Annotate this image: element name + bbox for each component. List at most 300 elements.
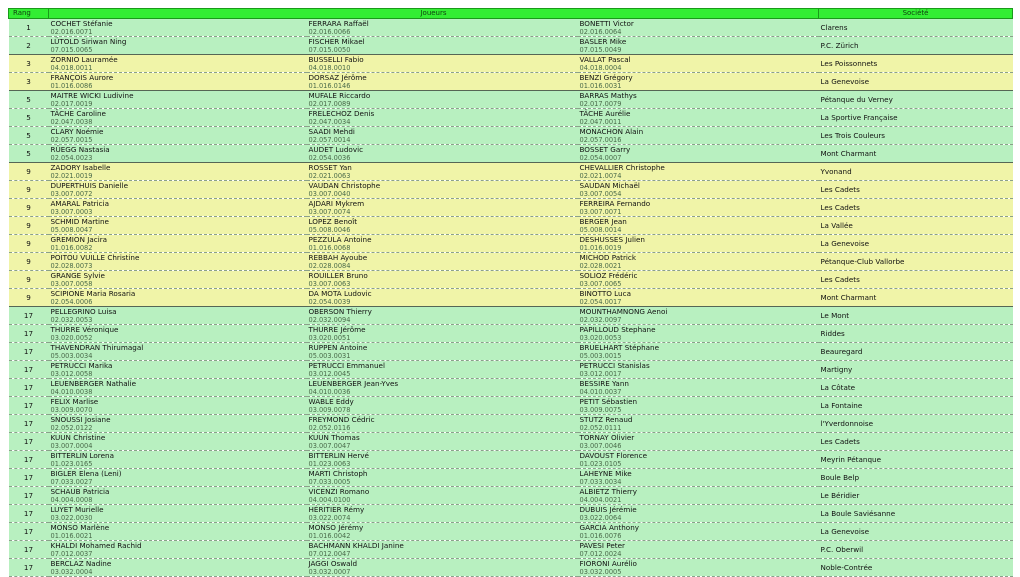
player-name: MAITRE WICKI Ludivine [50,91,134,100]
license-number: 02.052.0111 [579,424,622,432]
player-cell [307,451,578,469]
player-name: RUPPEN Antoine [308,343,368,352]
rank-cell: 5 [9,145,49,163]
player-name: BARRAS Mathys [579,91,637,100]
table-row [9,361,1013,379]
rank-cell: 17 [9,505,49,523]
license-number: 02.016.0066 [308,28,351,36]
license-number: 01.016.0019 [579,244,622,252]
player-cell [307,109,578,127]
license-number: 03.022.0074 [308,514,351,522]
player-cell [49,235,307,253]
rank-cell: 9 [9,181,49,199]
player-cell [307,199,578,217]
license-number: 02.021.0074 [579,172,622,180]
player-cell [49,91,307,109]
player-name: DAVOUST Florence [579,451,647,460]
player-cell [578,397,819,415]
player-name: CHEVALLIER Christophe [579,163,665,172]
player-name: FISCHER Mikael [308,37,365,46]
club-cell: Mont Charmant [819,289,1013,307]
license-number: 02.017.0089 [308,100,351,108]
player-name: BITTERLIN Hervé [308,451,369,460]
player-name: BUSSELLI Fabio [308,55,364,64]
license-number: 03.007.0074 [308,208,351,216]
player-name: COCHET Stéfanie [50,19,113,28]
license-number: 01.016.0042 [308,532,351,540]
rank-cell: 17 [9,415,49,433]
player-cell [307,91,578,109]
player-name: AMARAL Patricia [50,199,109,208]
license-number: 04.004.0008 [50,496,93,504]
player-name: PAVESI Peter [579,541,625,550]
player-cell [307,487,578,505]
license-number: 02.054.0006 [50,298,93,306]
player-name: FELIX Marlise [50,397,99,406]
license-number: 03.020.0052 [50,334,93,342]
license-number: 02.028.0021 [579,262,622,270]
player-name: GARCIA Anthony [579,523,640,532]
player-name: BASLER Mike [579,37,627,46]
results-table [8,8,1013,577]
player-name: JAGGI Oswald [308,559,358,568]
player-name: BESSIRE Yann [579,379,629,388]
license-number: 03.007.0063 [308,280,351,288]
table-row [9,181,1013,199]
table-row [9,55,1013,73]
club-cell: La Sportive Française [819,109,1013,127]
club-cell: La Boule Saviésanne [819,505,1013,523]
license-number: 03.032.0007 [308,568,351,576]
player-cell [578,505,819,523]
license-number: 04.018.0010 [308,64,351,72]
player-cell [49,523,307,541]
player-cell [49,253,307,271]
rank-cell: 9 [9,217,49,235]
player-name: THURRE Jérôme [308,325,366,334]
player-cell [578,379,819,397]
player-cell [49,361,307,379]
rank-cell: 17 [9,307,49,325]
club-cell: La Côtate [819,379,1013,397]
rank-cell: 9 [9,253,49,271]
license-number: 03.007.0040 [308,190,351,198]
license-number: 07.015.0050 [308,46,351,54]
club-cell: Les Cadets [819,433,1013,451]
player-name: PAPILLOUD Stephane [579,325,656,334]
license-number: 04.004.0021 [579,496,622,504]
player-cell [578,73,819,91]
table-row [9,235,1013,253]
player-cell [578,307,819,325]
player-cell [307,235,578,253]
player-cell [307,253,578,271]
header-rang: Rang [9,9,49,19]
club-cell: Martigny [819,361,1013,379]
player-name: KUUN Thomas [308,433,360,442]
player-name: MOUNTHAMNONG Aenoi [579,307,668,316]
rank-cell: 17 [9,343,49,361]
player-cell [578,343,819,361]
club-cell: Les Cadets [819,199,1013,217]
license-number: 03.007.0054 [579,190,622,198]
player-cell [578,217,819,235]
license-number: 07.012.0024 [579,550,622,558]
license-number: 01.023.0063 [308,460,351,468]
license-number: 07.015.0049 [579,46,622,54]
license-number: 03.009.0075 [579,406,622,414]
player-name: FRELECHOZ Denis [308,109,375,118]
player-name: HÉRITIER Rémy [308,505,365,514]
player-cell [49,217,307,235]
rank-cell: 9 [9,163,49,181]
player-cell [49,109,307,127]
player-cell [49,325,307,343]
license-number: 05.008.0047 [50,226,93,234]
player-cell [49,343,307,361]
player-name: DUBUIS Jérémie [579,505,637,514]
player-cell [578,181,819,199]
club-cell: P.C. Oberwil [819,541,1013,559]
player-name: PETIT Sébastien [579,397,638,406]
player-name: MONACHON Alain [579,127,644,136]
player-name: ROSSET Yan [308,163,352,172]
club-cell: Clarens [819,19,1013,37]
player-cell [578,271,819,289]
table-row [9,433,1013,451]
player-name: DORSAZ Jérôme [308,73,367,82]
license-number: 07.012.0047 [308,550,351,558]
player-cell [578,109,819,127]
table-row [9,343,1013,361]
license-number: 03.007.0047 [308,442,351,450]
table-row [9,109,1013,127]
player-cell [578,19,819,37]
rank-cell: 9 [9,289,49,307]
player-name: KHALDI Mohamed Rachid [50,541,142,550]
player-cell [578,55,819,73]
player-name: LOPEZ Benoît [308,217,358,226]
license-number: 02.017.0079 [579,100,622,108]
table-row [9,379,1013,397]
player-name: MONSO Marlène [50,523,110,532]
license-number: 01.016.0031 [579,82,622,90]
header-row [9,9,1013,19]
player-name: ALBIETZ Thierry [579,487,638,496]
player-name: ZORNIO Lauramée [50,55,118,64]
player-cell [307,271,578,289]
club-cell: La Genevoise [819,523,1013,541]
player-cell [307,55,578,73]
license-number: 03.007.0072 [50,190,93,198]
player-cell [578,541,819,559]
player-cell [49,415,307,433]
player-cell [578,127,819,145]
player-name: PETRUCCI Stanislas [579,361,650,370]
license-number: 04.018.0004 [579,64,622,72]
license-number: 04.004.0100 [308,496,351,504]
player-cell [578,487,819,505]
license-number: 01.016.0082 [50,244,93,252]
player-name: BONETTI Victor [579,19,634,28]
player-name: FERREIRA Fernando [579,199,651,208]
table-row [9,523,1013,541]
club-cell: Beauregard [819,343,1013,361]
player-cell [307,163,578,181]
club-cell: Noble-Contrée [819,559,1013,577]
club-cell: La Genevoise [819,235,1013,253]
player-cell [49,199,307,217]
player-name: DA MOTA Ludovic [308,289,372,298]
license-number: 03.022.0064 [579,514,622,522]
player-cell [307,343,578,361]
license-number: 01.016.0021 [50,532,93,540]
rank-cell: 17 [9,523,49,541]
player-name: SOLIOZ Frédéric [579,271,638,280]
table-row [9,541,1013,559]
player-cell [578,37,819,55]
rank-cell: 17 [9,379,49,397]
player-cell [578,253,819,271]
table-row [9,487,1013,505]
license-number: 02.016.0064 [579,28,622,36]
player-cell [578,289,819,307]
player-name: SAADI Mehdi [308,127,355,136]
license-number: 04.018.0011 [50,64,93,72]
player-name: TÂCHE Caroline [50,109,106,118]
player-cell [307,361,578,379]
license-number: 03.009.0070 [50,406,93,414]
player-name: VICENZI Romano [308,487,370,496]
player-name: KUUN Christine [50,433,106,442]
license-number: 07.033.0034 [579,478,622,486]
player-name: AJDARI Mykrem [308,199,365,208]
table-row [9,127,1013,145]
player-name: BERCLAZ Nadine [50,559,112,568]
player-cell [578,235,819,253]
player-cell [49,451,307,469]
player-name: MARTI Christoph [308,469,368,478]
player-cell [578,325,819,343]
player-cell [49,19,307,37]
player-name: STUTZ Renaud [579,415,633,424]
license-number: 03.012.0045 [308,370,351,378]
club-cell: l'Yverdonnoise [819,415,1013,433]
rank-cell: 1 [9,19,49,37]
player-name: AUDET Ludovic [308,145,364,154]
player-cell [307,559,578,577]
player-cell [49,487,307,505]
license-number: 03.007.0003 [50,208,93,216]
club-cell: Yvonand [819,163,1013,181]
player-cell [49,397,307,415]
license-number: 02.017.0019 [50,100,93,108]
license-number: 02.047.0011 [579,118,622,126]
player-cell [307,307,578,325]
player-cell [49,379,307,397]
player-cell [49,289,307,307]
player-cell [307,397,578,415]
license-number: 05.008.0046 [308,226,351,234]
license-number: 04.010.0037 [579,388,622,396]
player-name: PETRUCCI Emmanuel [308,361,385,370]
player-cell [578,91,819,109]
player-name: SCHMID Martine [50,217,109,226]
player-name: LUYET Murielle [50,505,104,514]
license-number: 03.032.0004 [50,568,93,576]
player-cell [49,145,307,163]
player-cell [307,217,578,235]
license-number: 02.016.0071 [50,28,93,36]
club-cell: Boule Belp [819,469,1013,487]
club-cell: La Vallée [819,217,1013,235]
club-cell: La Fontaine [819,397,1013,415]
license-number: 03.032.0005 [579,568,622,576]
rank-cell: 17 [9,451,49,469]
club-cell: Les Cadets [819,271,1013,289]
player-name: FRANÇOIS Aurore [50,73,114,82]
player-cell [307,73,578,91]
table-row [9,145,1013,163]
player-name: CLARY Noémie [50,127,104,136]
license-number: 02.054.0039 [308,298,351,306]
license-number: 07.015.0065 [50,46,93,54]
player-cell [307,289,578,307]
player-cell [49,37,307,55]
license-number: 03.022.0030 [50,514,93,522]
license-number: 02.052.0122 [50,424,93,432]
results-table-container [8,8,1012,577]
player-cell [578,523,819,541]
table-row [9,307,1013,325]
player-name: BINOTTO Luca [579,289,631,298]
table-row [9,559,1013,577]
rank-cell: 17 [9,397,49,415]
license-number: 02.028.0084 [308,262,351,270]
license-number: 03.012.0017 [579,370,622,378]
license-number: 03.012.0058 [50,370,93,378]
player-cell [307,325,578,343]
player-name: GRANGE Sylvie [50,271,105,280]
player-name: FIORONI Aurélio [579,559,637,568]
rank-cell: 17 [9,487,49,505]
license-number: 01.016.0086 [50,82,93,90]
player-name: SCIPIONE Maria Rosaria [50,289,136,298]
license-number: 02.057.0015 [50,136,93,144]
license-number: 03.007.0071 [579,208,622,216]
player-name: BIGLER Elena (Leni) [50,469,122,478]
table-row [9,91,1013,109]
club-cell: Mont Charmant [819,145,1013,163]
club-cell: Les Trois Couleurs [819,127,1013,145]
player-name: REBBAH Ayoube [308,253,368,262]
player-name: LÜTOLD Siriwan Ning [50,37,127,46]
club-cell: Pétanque-Club Vallorbe [819,253,1013,271]
player-cell [307,505,578,523]
player-name: MICHOD Patrick [579,253,637,262]
table-row [9,163,1013,181]
rank-cell: 9 [9,199,49,217]
license-number: 05.003.0015 [579,352,622,360]
player-name: VAUDAN Christophe [308,181,381,190]
player-name: BERGER Jean [579,217,627,226]
player-name: LEUENBERGER Jean-Yves [308,379,399,388]
club-cell: Pétanque du Verney [819,91,1013,109]
license-number: 07.033.0027 [50,478,93,486]
license-number: 04.010.0038 [50,388,93,396]
table-row [9,469,1013,487]
player-name: PELLEGRINO Luisa [50,307,117,316]
license-number: 02.032.0097 [579,316,622,324]
license-number: 05.003.0031 [308,352,351,360]
license-number: 01.023.0165 [50,460,93,468]
license-number: 02.047.0034 [308,118,351,126]
rank-cell: 3 [9,55,49,73]
player-cell [307,523,578,541]
table-row [9,217,1013,235]
license-number: 02.054.0007 [579,154,622,162]
license-number: 02.021.0063 [308,172,351,180]
club-cell: Le Béridier [819,487,1013,505]
rank-cell: 17 [9,361,49,379]
player-name: BITTERLIN Lorena [50,451,114,460]
rank-cell: 17 [9,433,49,451]
player-name: ROUILLER Bruno [308,271,368,280]
club-cell: Meyrin Pétanque [819,451,1013,469]
player-cell [49,181,307,199]
license-number: 03.007.0065 [579,280,622,288]
player-cell [578,415,819,433]
player-cell [307,19,578,37]
player-name: BENZI Grégory [579,73,633,82]
rank-cell: 17 [9,469,49,487]
player-cell [49,559,307,577]
table-row [9,199,1013,217]
player-cell [49,163,307,181]
player-cell [307,415,578,433]
license-number: 02.021.0019 [50,172,93,180]
license-number: 01.023.0105 [579,460,622,468]
player-cell [578,145,819,163]
player-cell [307,181,578,199]
license-number: 02.028.0073 [50,262,93,270]
player-cell [49,73,307,91]
player-name: PETRUCCI Marika [50,361,113,370]
player-name: GREMION Jacira [50,235,108,244]
rank-cell: 5 [9,91,49,109]
table-row [9,325,1013,343]
rank-cell: 17 [9,325,49,343]
table-row [9,397,1013,415]
player-name: BRUELHART Stéphane [579,343,660,352]
license-number: 02.057.0014 [308,136,351,144]
results-body [9,19,1013,577]
license-number: 05.003.0034 [50,352,93,360]
license-number: 03.007.0004 [50,442,93,450]
player-cell [578,469,819,487]
license-number: 02.052.0116 [308,424,351,432]
license-number: 02.032.0053 [50,316,93,324]
license-number: 05.008.0014 [579,226,622,234]
player-name: DESHUSSES Julien [579,235,645,244]
club-cell: Les Cadets [819,181,1013,199]
license-number: 02.054.0036 [308,154,351,162]
player-cell [307,379,578,397]
player-cell [578,559,819,577]
header-societe: Société [819,9,1013,19]
player-name: POITOU VUILLE Christine [50,253,140,262]
table-row [9,253,1013,271]
